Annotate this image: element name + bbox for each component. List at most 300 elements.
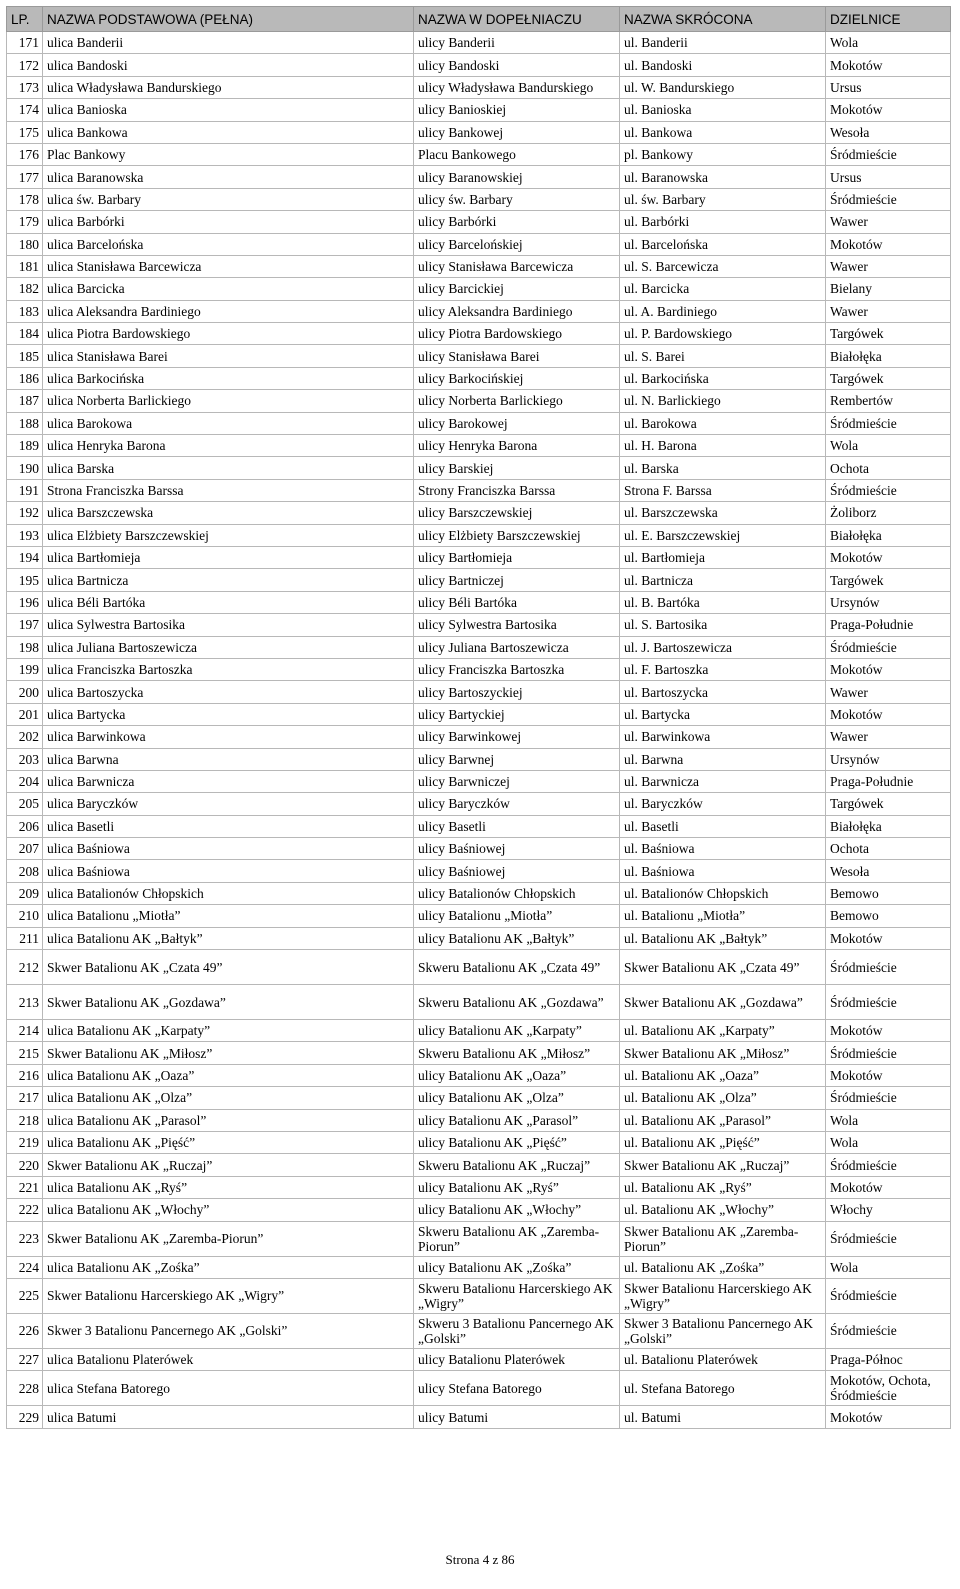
table-row <box>7 143 951 165</box>
table-row <box>7 985 951 1020</box>
table-row <box>7 479 951 501</box>
short-name-cell: Skwer Batalionu AK „Zaremba-Piorun” <box>620 1221 826 1256</box>
districts-cell: Ursus <box>826 76 951 98</box>
table-body <box>7 32 951 1429</box>
districts-cell: Śródmieście <box>826 479 951 501</box>
districts-cell: Białołęka <box>826 345 951 367</box>
row-number: 185 <box>7 345 43 367</box>
short-name-cell: ul. E. Barszczewskiej <box>620 524 826 546</box>
genitive-name-cell: ulicy Baśniowej <box>414 838 620 860</box>
table-row <box>7 726 951 748</box>
full-name-cell: ulica Barszczewska <box>43 502 414 524</box>
short-name-cell: ul. Batumi <box>620 1406 826 1428</box>
row-number: 227 <box>7 1348 43 1370</box>
full-name-cell: ulica Norberta Barlickiego <box>43 390 414 412</box>
street-names-table <box>6 6 951 1429</box>
table-row <box>7 166 951 188</box>
short-name-cell: ul. Baranowska <box>620 166 826 188</box>
genitive-name-cell: ulicy Batalionu AK „Włochy” <box>414 1199 620 1221</box>
full-name-cell: ulica Batalionu AK „Olza” <box>43 1087 414 1109</box>
genitive-name-cell: ulicy Batalionu AK „Bałtyk” <box>414 927 620 949</box>
districts-cell: Wawer <box>826 681 951 703</box>
full-name-cell: ulica Barwnicza <box>43 770 414 792</box>
genitive-name-cell: Skweru Batalionu AK „Czata 49” <box>414 950 620 985</box>
full-name-cell: ulica Bandoski <box>43 54 414 76</box>
full-name-cell: ulica Aleksandra Bardiniego <box>43 300 414 322</box>
full-name-cell: ulica Stefana Batorego <box>43 1371 414 1406</box>
genitive-name-cell: ulicy Baśniowej <box>414 860 620 882</box>
row-number: 197 <box>7 614 43 636</box>
full-name-cell: ulica Batalionu AK „Pięść” <box>43 1131 414 1153</box>
districts-cell: Śródmieście <box>826 985 951 1020</box>
header-full-name: NAZWA PODSTAWOWA (PEŁNA) <box>43 7 414 32</box>
table-row <box>7 1371 951 1406</box>
short-name-cell: ul. Barkocińska <box>620 367 826 389</box>
table-row <box>7 255 951 277</box>
genitive-name-cell: ulicy Władysława Bandurskiego <box>414 76 620 98</box>
row-number: 203 <box>7 748 43 770</box>
genitive-name-cell: ulicy Bartoszyckiej <box>414 681 620 703</box>
table-row <box>7 345 951 367</box>
table-row <box>7 1154 951 1176</box>
short-name-cell: ul. Barszczewska <box>620 502 826 524</box>
row-number: 212 <box>7 950 43 985</box>
table-row <box>7 457 951 479</box>
full-name-cell: ulica Bartłomieja <box>43 546 414 568</box>
row-number: 171 <box>7 32 43 54</box>
short-name-cell: Strona F. Barssa <box>620 479 826 501</box>
districts-cell: Wola <box>826 1131 951 1153</box>
header-genitive-name: NAZWA W DOPEŁNIACZU <box>414 7 620 32</box>
genitive-name-cell: Skweru Batalionu Harcerskiego AK „Wigry” <box>414 1278 620 1313</box>
short-name-cell: ul. J. Bartoszewicza <box>620 636 826 658</box>
full-name-cell: ulica Batumi <box>43 1406 414 1428</box>
row-number: 224 <box>7 1256 43 1278</box>
full-name-cell: ulica Baryczków <box>43 793 414 815</box>
full-name-cell: ulica Juliana Bartoszewicza <box>43 636 414 658</box>
genitive-name-cell: ulicy Elżbiety Barszczewskiej <box>414 524 620 546</box>
genitive-name-cell: Strony Franciszka Barssa <box>414 479 620 501</box>
short-name-cell: ul. S. Bartosika <box>620 614 826 636</box>
table-row <box>7 54 951 76</box>
genitive-name-cell: ulicy Banderii <box>414 32 620 54</box>
genitive-name-cell: ulicy Batalionu AK „Karpaty” <box>414 1020 620 1042</box>
short-name-cell: ul. Batalionu „Miotła” <box>620 905 826 927</box>
row-number: 225 <box>7 1278 43 1313</box>
districts-cell: Śródmieście <box>826 188 951 210</box>
table-row <box>7 502 951 524</box>
table-row <box>7 76 951 98</box>
row-number: 180 <box>7 233 43 255</box>
full-name-cell: ulica Batalionu AK „Parasol” <box>43 1109 414 1131</box>
row-number: 228 <box>7 1371 43 1406</box>
districts-cell: Białołęka <box>826 815 951 837</box>
row-number: 205 <box>7 793 43 815</box>
short-name-cell: ul. B. Bartóka <box>620 591 826 613</box>
short-name-cell: Skwer Batalionu AK „Czata 49” <box>620 950 826 985</box>
short-name-cell: ul. Batalionów Chłopskich <box>620 882 826 904</box>
full-name-cell: ulica Bartnicza <box>43 569 414 591</box>
districts-cell: Wawer <box>826 211 951 233</box>
row-number: 181 <box>7 255 43 277</box>
table-row <box>7 1313 951 1348</box>
row-number: 199 <box>7 658 43 680</box>
districts-cell: Wola <box>826 32 951 54</box>
districts-cell: Mokotów <box>826 658 951 680</box>
districts-cell: Praga-Południe <box>826 770 951 792</box>
genitive-name-cell: ulicy Banioskiej <box>414 99 620 121</box>
short-name-cell: pl. Bankowy <box>620 143 826 165</box>
full-name-cell: ulica Barbórki <box>43 211 414 233</box>
row-number: 217 <box>7 1087 43 1109</box>
genitive-name-cell: Skweru Batalionu AK „Miłosz” <box>414 1042 620 1064</box>
row-number: 184 <box>7 323 43 345</box>
genitive-name-cell: ulicy Stanisława Barei <box>414 345 620 367</box>
short-name-cell: Skwer Batalionu AK „Ruczaj” <box>620 1154 826 1176</box>
street-names-sheet <box>6 6 950 1429</box>
districts-cell: Bemowo <box>826 905 951 927</box>
full-name-cell: ulica Franciszka Bartoszka <box>43 658 414 680</box>
districts-cell: Wola <box>826 1256 951 1278</box>
row-number: 207 <box>7 838 43 860</box>
row-number: 208 <box>7 860 43 882</box>
districts-cell: Śródmieście <box>826 412 951 434</box>
table-row <box>7 882 951 904</box>
full-name-cell: ulica Batalionu AK „Włochy” <box>43 1199 414 1221</box>
short-name-cell: ul. H. Barona <box>620 435 826 457</box>
full-name-cell: ulica Béli Bartóka <box>43 591 414 613</box>
full-name-cell: ulica Banderii <box>43 32 414 54</box>
full-name-cell: ulica Elżbiety Barszczewskiej <box>43 524 414 546</box>
genitive-name-cell: ulicy Batalionu AK „Zośka” <box>414 1256 620 1278</box>
table-row <box>7 658 951 680</box>
full-name-cell: ulica Władysława Bandurskiego <box>43 76 414 98</box>
full-name-cell: ulica Stanisława Barcewicza <box>43 255 414 277</box>
genitive-name-cell: ulicy Bankowej <box>414 121 620 143</box>
genitive-name-cell: ulicy Batalionów Chłopskich <box>414 882 620 904</box>
row-number: 193 <box>7 524 43 546</box>
table-row <box>7 793 951 815</box>
table-row <box>7 121 951 143</box>
table-row <box>7 233 951 255</box>
row-number: 186 <box>7 367 43 389</box>
table-row <box>7 1278 951 1313</box>
districts-cell: Śródmieście <box>826 1042 951 1064</box>
row-number: 202 <box>7 726 43 748</box>
genitive-name-cell: Skweru Batalionu AK „Zaremba-Piorun” <box>414 1221 620 1256</box>
short-name-cell: ul. N. Barlickiego <box>620 390 826 412</box>
genitive-name-cell: ulicy Bandoski <box>414 54 620 76</box>
districts-cell: Mokotów <box>826 233 951 255</box>
table-row <box>7 278 951 300</box>
genitive-name-cell: ulicy Batalionu AK „Ryś” <box>414 1176 620 1198</box>
table-row <box>7 99 951 121</box>
genitive-name-cell: ulicy Stanisława Barcewicza <box>414 255 620 277</box>
table-row <box>7 1199 951 1221</box>
table-row <box>7 591 951 613</box>
genitive-name-cell: Skweru Batalionu AK „Gozdawa” <box>414 985 620 1020</box>
short-name-cell: ul. Batalionu AK „Pięść” <box>620 1131 826 1153</box>
table-row <box>7 569 951 591</box>
full-name-cell: Skwer Batalionu AK „Ruczaj” <box>43 1154 414 1176</box>
full-name-cell: ulica Baśniowa <box>43 860 414 882</box>
full-name-cell: ulica Bartycka <box>43 703 414 725</box>
full-name-cell: ulica Bankowa <box>43 121 414 143</box>
genitive-name-cell: Placu Bankowego <box>414 143 620 165</box>
row-number: 172 <box>7 54 43 76</box>
table-row <box>7 546 951 568</box>
genitive-name-cell: ulicy Barokowej <box>414 412 620 434</box>
genitive-name-cell: Skweru Batalionu AK „Ruczaj” <box>414 1154 620 1176</box>
full-name-cell: Skwer Batalionu AK „Zaremba-Piorun” <box>43 1221 414 1256</box>
header-row <box>7 7 951 32</box>
genitive-name-cell: ulicy Henryka Barona <box>414 435 620 457</box>
full-name-cell: ulica Barokowa <box>43 412 414 434</box>
genitive-name-cell: ulicy Batalionu AK „Oaza” <box>414 1064 620 1086</box>
short-name-cell: ul. Banioska <box>620 99 826 121</box>
districts-cell: Śródmieście <box>826 636 951 658</box>
short-name-cell: ul. Bartoszycka <box>620 681 826 703</box>
full-name-cell: Skwer Batalionu AK „Gozdawa” <box>43 985 414 1020</box>
short-name-cell: ul. S. Barei <box>620 345 826 367</box>
districts-cell: Ursus <box>826 166 951 188</box>
full-name-cell: ulica Barska <box>43 457 414 479</box>
table-row <box>7 860 951 882</box>
short-name-cell: Skwer Batalionu Harcerskiego AK „Wigry” <box>620 1278 826 1313</box>
districts-cell: Targówek <box>826 323 951 345</box>
short-name-cell: Skwer Batalionu AK „Miłosz” <box>620 1042 826 1064</box>
genitive-name-cell: ulicy Batalionu AK „Olza” <box>414 1087 620 1109</box>
districts-cell: Wola <box>826 1109 951 1131</box>
table-row <box>7 1176 951 1198</box>
table-row <box>7 1256 951 1278</box>
short-name-cell: ul. Barwinkowa <box>620 726 826 748</box>
row-number: 183 <box>7 300 43 322</box>
districts-cell: Wawer <box>826 726 951 748</box>
full-name-cell: ulica Barcicka <box>43 278 414 300</box>
districts-cell: Wawer <box>826 300 951 322</box>
table-row <box>7 390 951 412</box>
districts-cell: Bielany <box>826 278 951 300</box>
genitive-name-cell: ulicy Barwnej <box>414 748 620 770</box>
genitive-name-cell: ulicy Batalionu AK „Pięść” <box>414 1131 620 1153</box>
full-name-cell: ulica Batalionu AK „Bałtyk” <box>43 927 414 949</box>
districts-cell: Mokotów <box>826 54 951 76</box>
table-row <box>7 1406 951 1428</box>
short-name-cell: ul. Barcelońska <box>620 233 826 255</box>
full-name-cell: ulica Barwinkowa <box>43 726 414 748</box>
full-name-cell: ulica Banioska <box>43 99 414 121</box>
districts-cell: Mokotów, Ochota, Śródmieście <box>826 1371 951 1406</box>
full-name-cell: ulica Batalionu AK „Oaza” <box>43 1064 414 1086</box>
row-number: 173 <box>7 76 43 98</box>
row-number: 174 <box>7 99 43 121</box>
genitive-name-cell: ulicy Stefana Batorego <box>414 1371 620 1406</box>
districts-cell: Ochota <box>826 457 951 479</box>
short-name-cell: ul. Batalionu AK „Bałtyk” <box>620 927 826 949</box>
row-number: 216 <box>7 1064 43 1086</box>
table-row <box>7 838 951 860</box>
districts-cell: Praga-Południe <box>826 614 951 636</box>
row-number: 218 <box>7 1109 43 1131</box>
table-row <box>7 323 951 345</box>
short-name-cell: ul. Barwna <box>620 748 826 770</box>
genitive-name-cell: ulicy Barcickiej <box>414 278 620 300</box>
table-row <box>7 905 951 927</box>
districts-cell: Śródmieście <box>826 1278 951 1313</box>
districts-cell: Wesoła <box>826 860 951 882</box>
genitive-name-cell: ulicy Baranowskiej <box>414 166 620 188</box>
full-name-cell: ulica Baranowska <box>43 166 414 188</box>
districts-cell: Śródmieście <box>826 950 951 985</box>
districts-cell: Ochota <box>826 838 951 860</box>
districts-cell: Mokotów <box>826 1064 951 1086</box>
genitive-name-cell: ulicy Bartłomieja <box>414 546 620 568</box>
short-name-cell: ul. Batalionu AK „Oaza” <box>620 1064 826 1086</box>
short-name-cell: ul. F. Bartoszka <box>620 658 826 680</box>
header-lp: LP. <box>7 7 43 32</box>
row-number: 177 <box>7 166 43 188</box>
short-name-cell: ul. Baśniowa <box>620 838 826 860</box>
row-number: 195 <box>7 569 43 591</box>
districts-cell: Wola <box>826 435 951 457</box>
full-name-cell: Skwer Batalionu AK „Miłosz” <box>43 1042 414 1064</box>
districts-cell: Włochy <box>826 1199 951 1221</box>
row-number: 222 <box>7 1199 43 1221</box>
row-number: 201 <box>7 703 43 725</box>
full-name-cell: Strona Franciszka Barssa <box>43 479 414 501</box>
genitive-name-cell: ulicy Barwinkowej <box>414 726 620 748</box>
full-name-cell: Plac Bankowy <box>43 143 414 165</box>
row-number: 196 <box>7 591 43 613</box>
row-number: 223 <box>7 1221 43 1256</box>
row-number: 179 <box>7 211 43 233</box>
genitive-name-cell: Skweru 3 Batalionu Pancernego AK „Golski” <box>414 1313 620 1348</box>
row-number: 210 <box>7 905 43 927</box>
row-number: 191 <box>7 479 43 501</box>
row-number: 194 <box>7 546 43 568</box>
districts-cell: Targówek <box>826 793 951 815</box>
short-name-cell: ul. Batalionu AK „Zośka” <box>620 1256 826 1278</box>
short-name-cell: ul. Bartnicza <box>620 569 826 591</box>
genitive-name-cell: ulicy Barkocińskiej <box>414 367 620 389</box>
districts-cell: Mokotów <box>826 703 951 725</box>
short-name-cell: ul. A. Bardiniego <box>620 300 826 322</box>
row-number: 209 <box>7 882 43 904</box>
row-number: 206 <box>7 815 43 837</box>
full-name-cell: ulica Baśniowa <box>43 838 414 860</box>
genitive-name-cell: ulicy Norberta Barlickiego <box>414 390 620 412</box>
genitive-name-cell: ulicy Barwniczej <box>414 770 620 792</box>
full-name-cell: Skwer Batalionu AK „Czata 49” <box>43 950 414 985</box>
full-name-cell: ulica Bartoszycka <box>43 681 414 703</box>
row-number: 200 <box>7 681 43 703</box>
districts-cell: Rembertów <box>826 390 951 412</box>
districts-cell: Mokotów <box>826 546 951 568</box>
row-number: 211 <box>7 927 43 949</box>
short-name-cell: ul. Barwnicza <box>620 770 826 792</box>
full-name-cell: ulica Barkocińska <box>43 367 414 389</box>
districts-cell: Praga-Północ <box>826 1348 951 1370</box>
genitive-name-cell: ulicy Batalionu „Miotła” <box>414 905 620 927</box>
districts-cell: Mokotów <box>826 1020 951 1042</box>
full-name-cell: ulica Batalionu AK „Ryś” <box>43 1176 414 1198</box>
full-name-cell: ulica Barcelońska <box>43 233 414 255</box>
full-name-cell: ulica Basetli <box>43 815 414 837</box>
short-name-cell: ul. Bankowa <box>620 121 826 143</box>
short-name-cell: ul. Batalionu Platerówek <box>620 1348 826 1370</box>
districts-cell: Śródmieście <box>826 1221 951 1256</box>
row-number: 175 <box>7 121 43 143</box>
genitive-name-cell: ulicy Barbórki <box>414 211 620 233</box>
districts-cell: Ursynów <box>826 748 951 770</box>
full-name-cell: ulica Batalionu „Miotła” <box>43 905 414 927</box>
row-number: 198 <box>7 636 43 658</box>
table-row <box>7 1087 951 1109</box>
short-name-cell: ul. Baśniowa <box>620 860 826 882</box>
page-footer: Strona 4 z 86 <box>445 1552 515 1567</box>
row-number: 221 <box>7 1176 43 1198</box>
row-number: 229 <box>7 1406 43 1428</box>
districts-cell: Mokotów <box>826 927 951 949</box>
districts-cell: Bemowo <box>826 882 951 904</box>
genitive-name-cell: ulicy Piotra Bardowskiego <box>414 323 620 345</box>
table-row <box>7 1064 951 1086</box>
short-name-cell: ul. Baryczków <box>620 793 826 815</box>
row-number: 220 <box>7 1154 43 1176</box>
genitive-name-cell: ulicy Batalionu AK „Parasol” <box>414 1109 620 1131</box>
short-name-cell: ul. Batalionu AK „Karpaty” <box>620 1020 826 1042</box>
districts-cell: Targówek <box>826 367 951 389</box>
full-name-cell: ulica Batalionu Platerówek <box>43 1348 414 1370</box>
row-number: 178 <box>7 188 43 210</box>
genitive-name-cell: ulicy Barskiej <box>414 457 620 479</box>
genitive-name-cell: ulicy Basetli <box>414 815 620 837</box>
districts-cell: Śródmieście <box>826 1154 951 1176</box>
table-row <box>7 614 951 636</box>
row-number: 188 <box>7 412 43 434</box>
row-number: 187 <box>7 390 43 412</box>
full-name-cell: Skwer Batalionu Harcerskiego AK „Wigry” <box>43 1278 414 1313</box>
districts-cell: Żoliborz <box>826 502 951 524</box>
short-name-cell: ul. Batalionu AK „Włochy” <box>620 1199 826 1221</box>
genitive-name-cell: ulicy Batalionu Platerówek <box>414 1348 620 1370</box>
districts-cell: Wesoła <box>826 121 951 143</box>
full-name-cell: ulica Batalionu AK „Zośka” <box>43 1256 414 1278</box>
table-row <box>7 1020 951 1042</box>
row-number: 226 <box>7 1313 43 1348</box>
short-name-cell: ul. Bandoski <box>620 54 826 76</box>
row-number: 182 <box>7 278 43 300</box>
table-row <box>7 211 951 233</box>
short-name-cell: ul. św. Barbary <box>620 188 826 210</box>
table-row <box>7 524 951 546</box>
short-name-cell: ul. Barokowa <box>620 412 826 434</box>
row-number: 215 <box>7 1042 43 1064</box>
short-name-cell: ul. Banderii <box>620 32 826 54</box>
full-name-cell: Skwer 3 Batalionu Pancernego AK „Golski” <box>43 1313 414 1348</box>
districts-cell: Mokotów <box>826 1406 951 1428</box>
short-name-cell: ul. Stefana Batorego <box>620 1371 826 1406</box>
table-row <box>7 681 951 703</box>
table-row <box>7 927 951 949</box>
short-name-cell: ul. P. Bardowskiego <box>620 323 826 345</box>
genitive-name-cell: ulicy Bartyckiej <box>414 703 620 725</box>
table-row <box>7 1348 951 1370</box>
table-row <box>7 1042 951 1064</box>
table-row <box>7 1109 951 1131</box>
table-row <box>7 703 951 725</box>
